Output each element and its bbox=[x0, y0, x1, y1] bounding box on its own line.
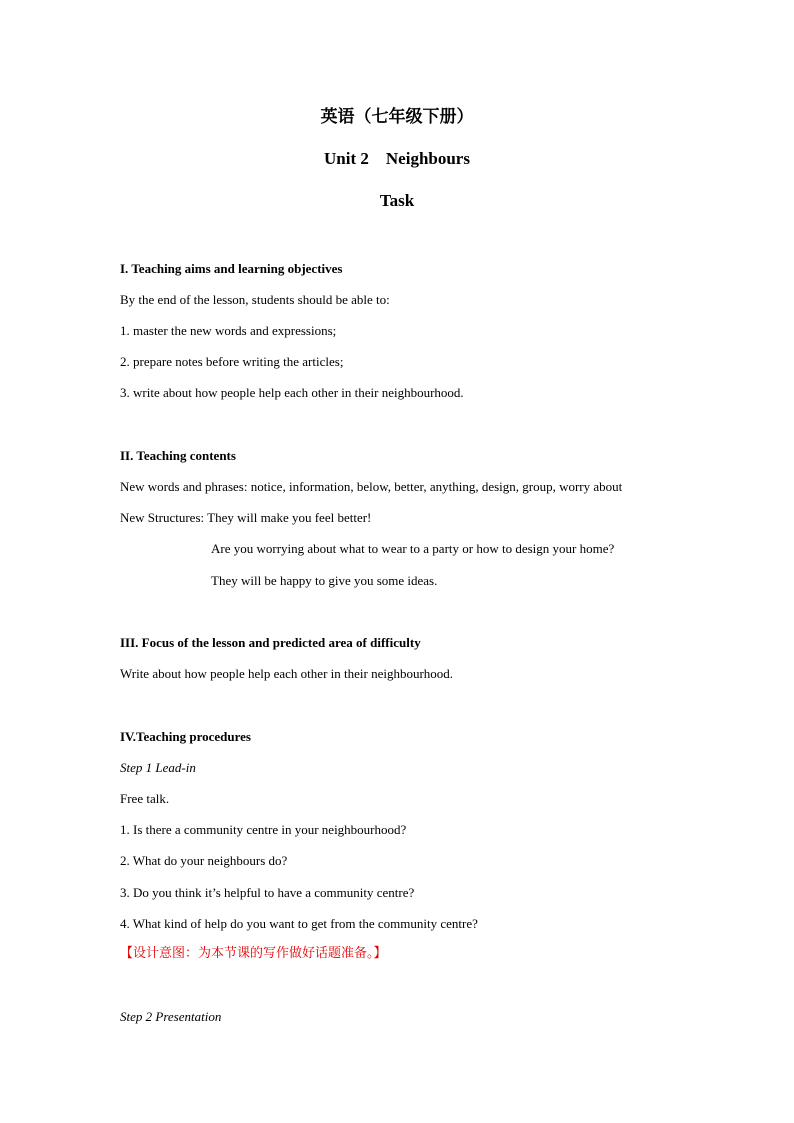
free-talk: Free talk. bbox=[120, 791, 170, 806]
course-title: 英语（七年级下册） bbox=[320, 107, 474, 126]
question-item: 2. What do your neighbours do? bbox=[120, 853, 288, 868]
step-2-title: Step 2 Presentation bbox=[120, 1009, 222, 1024]
new-words: New words and phrases: notice, information, below, better, anything, design, group, worry about bbox=[120, 479, 623, 494]
section-1-intro: By the end of the lesson, students should be able to: bbox=[120, 292, 390, 307]
section-4-heading: IV.Teaching procedures bbox=[120, 729, 251, 744]
structure-line: They will be happy to give you some ideas. bbox=[211, 573, 438, 588]
section-1-heading: I. Teaching aims and learning objectives bbox=[120, 261, 343, 276]
section-3-heading: III. Focus of the lesson and predicted area of difficulty bbox=[120, 635, 421, 650]
structure-line: Are you worrying about what to wear to a party or how to design your home? bbox=[211, 541, 615, 556]
design-note: 【设计意图：为本节课的写作做好话题准备。】 bbox=[120, 946, 387, 961]
step-1-title: Step 1 Lead-in bbox=[120, 760, 196, 775]
question-item: 4. What kind of help do you want to get from the community centre? bbox=[120, 916, 478, 931]
objective-item: 3. write about how people help each other in their neighbourhood. bbox=[120, 385, 464, 400]
question-item: 1. Is there a community centre in your neighbourhood? bbox=[120, 822, 407, 837]
lesson-title: Task bbox=[379, 191, 415, 210]
structure-line: New Structures: They will make you feel better! bbox=[120, 510, 372, 525]
objective-item: 2. prepare notes before writing the articles; bbox=[120, 354, 344, 369]
section-3-text: Write about how people help each other in their neighbourhood. bbox=[120, 666, 454, 681]
question-item: 3. Do you think it’s helpful to have a community centre? bbox=[120, 885, 415, 900]
objective-item: 1. master the new words and expressions; bbox=[120, 323, 337, 338]
unit-title: Unit 2 Neighbours bbox=[324, 149, 470, 168]
section-2-heading: II. Teaching contents bbox=[120, 448, 236, 463]
